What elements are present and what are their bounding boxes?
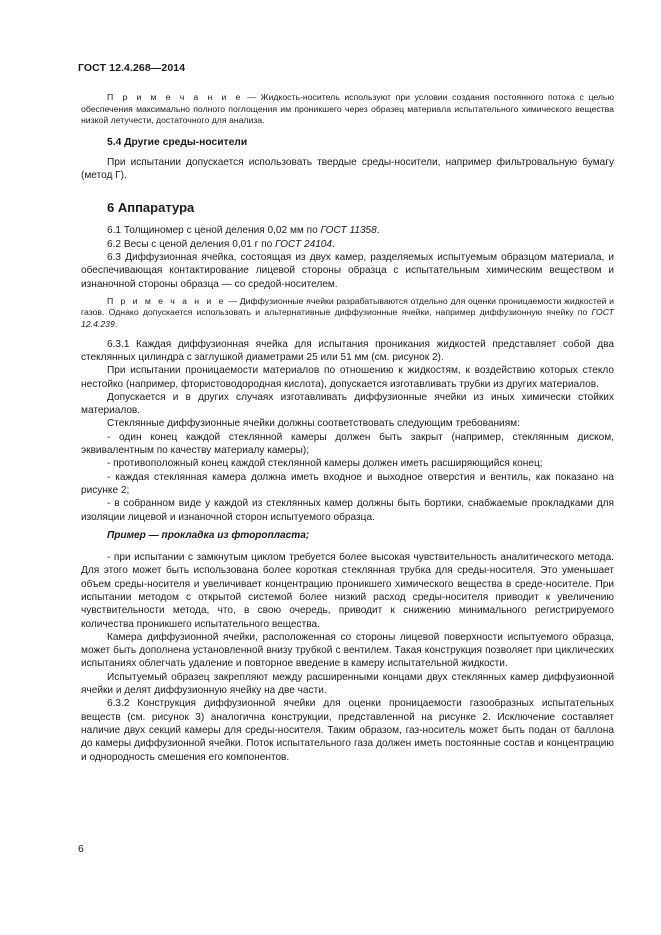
note-2-end: .: [114, 319, 118, 330]
requirement-inlet-outlet: - каждая стеклянная камера должна иметь входное и выходное отверстия и вентиль, как показано на рисунке 2;: [81, 471, 614, 496]
page-number: 6: [78, 843, 84, 855]
paragraph-specimen-clamp: Испытуемый образец закрепляют между расширенными концами двух стеклянных камер диффузионной ячейки и делят диффузионную ячейку на две части.: [81, 671, 614, 697]
section-5-4-title: 5.4 Другие среды-носители: [107, 136, 248, 148]
paragraph-other-materials: При испытании проницаемости материалов по отношению к жидкостям, к воздействию которых стекло нестойко (например, фтористоводородная кислота), допускается изготавливать трубки из других материалов.: [81, 365, 614, 390]
item-6-1-text: 6.1 Толщиномер с ценой деления 0,02 мм по: [107, 225, 321, 237]
item-6-1: [81, 224, 614, 237]
paragraph-cell-chamber: Камера диффузионной ячейки, расположенная со стороны лицевой поверхности испытуемого образца, может быть дополнена установленной внизу трубкой с вентилем. Такая конструкция позволяет при циклических испытаниях облегчать удаление и повторное введение в камеру испытательной жидкости.: [81, 631, 614, 670]
item-6-2: [81, 238, 614, 251]
item-6-3: 6.3 Диффузионная ячейка, состоящая из двух камер, разделяемых испытуемым образцом материала, и обеспечивающая контактирование лицевой стороны образца с испытательным химическим веществом и изнаночной стороны образца — со средой-носителем.: [81, 251, 614, 290]
item-6-2-end: .: [332, 238, 335, 250]
paragraph-closed-cycle: - при испытании с замкнутым циклом требуется более высокая чувствительность аналитического метода. Для этого может быть использована более короткая стеклянная трубка для среды-носителя. Это уменьшает объем среды-носителя и увеличивает концентрацию проникшего химического вещества в среде-носителе. При испытании методом с открытой системой более низкий расход среды-носителя приводит к увеличению чувствительности метода, что, в свою очередь, приводит к снижению минимального регистрируемого количества проникшего испытательного вещества.: [81, 552, 614, 630]
item-6-3-2: 6.3.2 Конструкция диффузионной ячейки для оценки проницаемости газообразных испытательных веществ (см. рисунок 3) аналогична конструкции, представленной на рисунке 2. Исключение составляет наличие двух секций камеры для среды-носителя. Таким образом, газ-носитель может быть подан от баллона до камеры диффузионной ячейки. Поток испытательного газа должен иметь постоянные состав и концентрацию и однородность смешения его компонентов.: [81, 698, 614, 763]
paragraph-requirements: Стеклянные диффузионные ячейки должны соответствовать следующим требованиям:: [107, 418, 520, 430]
requirement-flared-end: - противоположный конец каждой стеклянной камеры должен иметь расширяющийся конец;: [107, 458, 543, 470]
note-2: [81, 296, 614, 331]
standard-header: ГОСТ 12.4.268—2014: [78, 62, 186, 74]
note-2-label: П р и м е ч а н и е: [107, 295, 226, 306]
item-6-2-text: 6.2 Весы с ценой деления 0,01 г по: [107, 238, 276, 250]
note-1-text: — Жидкость-носитель используют при условии создания постоянного потока с целью обеспечения максимально полного поглощения им проникшего через образец материала испытательного химического вещества низкой летучести, достаточного для анализа.: [81, 92, 614, 126]
note-1: [81, 92, 614, 127]
section-6-title: 6 Аппаратура: [107, 200, 195, 216]
gost-12-4-239-ref: ГОСТ 12.4.239: [81, 307, 614, 330]
gost-11358-ref: ГОСТ 11358: [320, 225, 377, 237]
paragraph-resistant-materials: Допускается и в других случаях изготавливать диффузионные ячейки из иных химически стойких материалов.: [81, 391, 614, 417]
example-gasket: Пример — прокладка из фторопласта;: [107, 529, 310, 541]
note-1-label: П р и м е ч а н и е: [107, 92, 243, 102]
note-2-text: — Диффузионные ячейки разрабатываются отдельно для оценки проницаемости жидкостей и газов. Однако допускается использовать и альтернативные диффузионные ячейки, например диффузионную ячейку по: [81, 295, 614, 318]
item-6-3-1: 6.3.1 Каждая диффузионная ячейка для испытания проникания жидкостей представляет собой два стеклянных цилиндра с заглушкой диаметрами 25 или 51 мм (см. рисунок 2).: [81, 338, 614, 363]
gost-24104-ref: ГОСТ 24104: [275, 238, 333, 250]
requirement-closed-end: - один конец каждой стеклянной камеры должен быть закрыт (например, стеклянным диском, эквивалентным по качеству материалу камеры);: [81, 431, 614, 457]
section-5-4-paragraph: При испытании допускается использовать твердые среды-носители, например фильтровальную бумагу (метод Г).: [81, 156, 614, 182]
requirement-flanges: - в собранном виде у каждой из стеклянных камер должны быть бортики, снабжаемые прокладками для изоляции лицевой и изнаночной сторон испытуемого образца.: [81, 498, 614, 523]
item-6-1-end: .: [376, 225, 380, 237]
document-body: [81, 92, 614, 764]
